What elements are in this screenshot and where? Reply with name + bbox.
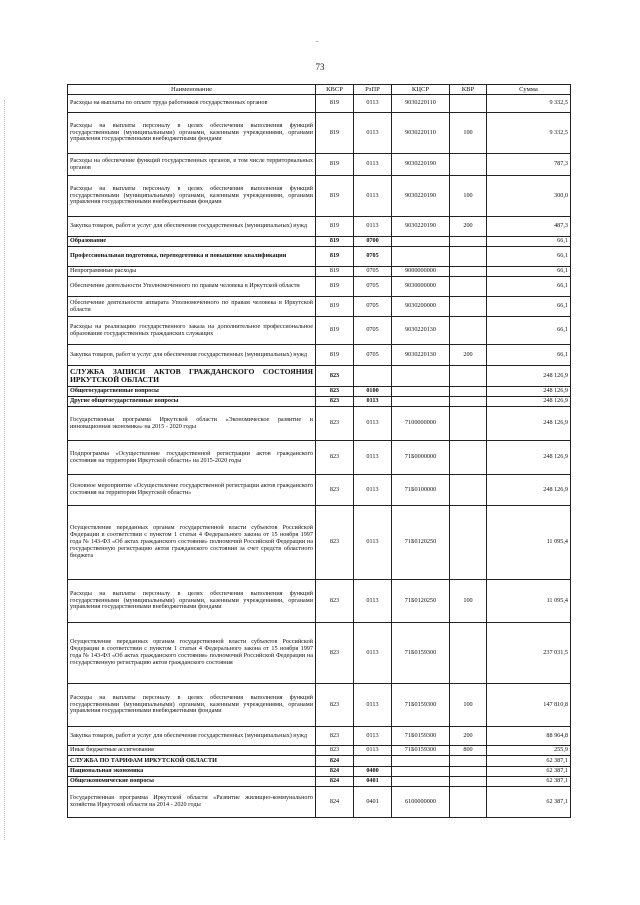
cell-name: Иные бюджетные ассигнования: [68, 746, 316, 756]
cell-kvsr: 824: [316, 777, 354, 787]
cell-kvr: [450, 267, 487, 277]
cell-sum: 147 810,8: [487, 684, 571, 727]
cell-rzpr: 0705: [354, 277, 392, 297]
cell-kcsr: 9030220110: [392, 95, 450, 113]
cell-rzpr: 0113: [354, 95, 392, 113]
cell-kvr: [450, 366, 487, 387]
cell-name: Общеэкономические вопросы: [68, 777, 316, 787]
cell-sum: 787,3: [487, 154, 571, 176]
table-row: [68, 247, 571, 267]
cell-sum: 62 387,1: [487, 767, 571, 777]
cell-kcsr: 7100000000: [392, 407, 450, 441]
table-row: [68, 345, 571, 366]
cell-sum: 66,1: [487, 277, 571, 297]
table-row: [68, 277, 571, 297]
cell-rzpr: 0113: [354, 397, 392, 407]
cell-kvr: 800: [450, 746, 487, 756]
cell-rzpr: 0113: [354, 727, 392, 746]
page-number: 73: [315, 62, 325, 72]
cell-kvr: 200: [450, 727, 487, 746]
cell-kvr: [450, 237, 487, 247]
cell-kvr: [450, 777, 487, 787]
cell-kvr: [450, 623, 487, 684]
table-row: [68, 727, 571, 746]
cell-kvsr: 823: [316, 397, 354, 407]
cell-name: Расходы на выплаты персоналу в целях обеспечения выполнения функций государственными (муниципальными) органами, казенными учреждениями, органами управления государственными внебюджетными фондами: [68, 113, 316, 154]
cell-kcsr: [392, 777, 450, 787]
table-row: [68, 317, 571, 345]
cell-kcsr: 6100000000: [392, 787, 450, 818]
cell-sum: 66,1: [487, 345, 571, 366]
header-kcsr: КЦСР: [392, 85, 450, 95]
cell-name: Обеспечение деятельности аппарата Уполномоченного по правам человека в Иркутской области: [68, 297, 316, 317]
cell-kvr: [450, 277, 487, 297]
cell-name: Национальная экономика: [68, 767, 316, 777]
table-row: [68, 154, 571, 176]
cell-kvr: [450, 441, 487, 475]
cell-kvsr: 819: [316, 237, 354, 247]
cell-name: Закупка товаров, работ и услуг для обеспечения государственных (муниципальных) нужд: [68, 217, 316, 237]
table-row: [68, 623, 571, 684]
cell-name: Расходы на реализацию государственного заказа на дополнительное профессиональное образование государственных гражданских служащих: [68, 317, 316, 345]
cell-kcsr: [392, 756, 450, 767]
cell-name: Подпрограмма «Осуществление государственной регистрации актов гражданского состояния на территории Иркутской области» на 2015-2020 годы: [68, 441, 316, 475]
cell-kvr: 100: [450, 684, 487, 727]
cell-kvr: [450, 506, 487, 580]
cell-rzpr: 0401: [354, 777, 392, 787]
cell-rzpr: 0113: [354, 506, 392, 580]
cell-sum: 248 126,9: [487, 397, 571, 407]
cell-kcsr: [392, 387, 450, 397]
cell-name: Расходы на обеспечение функций государственных органов, в том числе территориальных органов: [68, 154, 316, 176]
cell-kvsr: 823: [316, 746, 354, 756]
cell-rzpr: 0705: [354, 247, 392, 267]
cell-kvsr: 819: [316, 154, 354, 176]
cell-sum: 248 126,9: [487, 441, 571, 475]
cell-sum: 248 126,9: [487, 366, 571, 387]
cell-name: Закупка товаров, работ и услуг для обеспечения государственных (муниципальных) нужд: [68, 345, 316, 366]
cell-kcsr: 71Б0159300: [392, 684, 450, 727]
table-row: [68, 217, 571, 237]
cell-kvsr: 823: [316, 580, 354, 623]
cell-kvsr: 824: [316, 787, 354, 818]
cell-name: Образование: [68, 237, 316, 247]
cell-kcsr: [392, 767, 450, 777]
cell-kvsr: 819: [316, 267, 354, 277]
cell-rzpr: 0113: [354, 176, 392, 217]
budget-table: [67, 84, 571, 818]
header-sum: Сумма: [487, 85, 571, 95]
cell-sum: 62 387,1: [487, 787, 571, 818]
cell-rzpr: 0113: [354, 580, 392, 623]
cell-name: СЛУЖБА ЗАПИСИ АКТОВ ГРАЖДАНСКОГО СОСТОЯНИЯ ИРКУТСКОЙ ОБЛАСТИ: [68, 366, 316, 387]
cell-name: Государственная программа Иркутской области «Экономическое развитие и инновационная экономика» на 2015 - 2020 годы: [68, 407, 316, 441]
cell-name: Другие общегосударственные вопросы: [68, 397, 316, 407]
cell-name: Непрограммные расходы: [68, 267, 316, 277]
cell-kcsr: 71Б0159300: [392, 727, 450, 746]
cell-name: Общегосударственные вопросы: [68, 387, 316, 397]
cell-name: Расходы на выплаты персоналу в целях обеспечения выполнения функций государственными (муниципальными) органами, казенными учреждениями, органами управления государственными внебюджетными фондами: [68, 580, 316, 623]
cell-rzpr: [354, 366, 392, 387]
cell-kvsr: 819: [316, 247, 354, 267]
cell-rzpr: 0113: [354, 217, 392, 237]
cell-rzpr: 0113: [354, 684, 392, 727]
table-row: [68, 397, 571, 407]
cell-kvsr: 819: [316, 176, 354, 217]
table-row: [68, 767, 571, 777]
cell-sum: 66,1: [487, 237, 571, 247]
cell-kvr: [450, 154, 487, 176]
header-kvsr: КВСР: [316, 85, 354, 95]
table-row: [68, 95, 571, 113]
cell-kvr: 200: [450, 345, 487, 366]
cell-kvsr: 823: [316, 684, 354, 727]
cell-rzpr: 0113: [354, 441, 392, 475]
cell-sum: 11 095,4: [487, 506, 571, 580]
cell-kvr: 100: [450, 113, 487, 154]
table-row: [68, 366, 571, 387]
cell-kvsr: 823: [316, 727, 354, 746]
cell-kvr: [450, 787, 487, 818]
cell-kvsr: 819: [316, 95, 354, 113]
cell-sum: 300,0: [487, 176, 571, 217]
cell-kvr: [450, 397, 487, 407]
cell-kvr: [450, 387, 487, 397]
cell-sum: 62 387,1: [487, 777, 571, 787]
table-row: [68, 787, 571, 818]
cell-rzpr: 0705: [354, 267, 392, 277]
cell-kcsr: [392, 247, 450, 267]
cell-kcsr: 71Б0159300: [392, 746, 450, 756]
cell-kvsr: 819: [316, 217, 354, 237]
cell-name: Осуществление переданных органам государственной власти субъектов Российской Федерации в соответствии с пунктом 1 статьи 4 Федерального закона от 15 ноября 1997 года № 143-ФЗ «Об актах гражданского состояния» полномочий Российской Федерации на государственную регистрацию актов гражданского состояния: [68, 623, 316, 684]
cell-sum: 66,1: [487, 267, 571, 277]
cell-kvsr: 819: [316, 277, 354, 297]
cell-sum: 88 964,8: [487, 727, 571, 746]
cell-kcsr: 9000000000: [392, 267, 450, 277]
cell-sum: 66,1: [487, 247, 571, 267]
cell-kcsr: 9030220110: [392, 113, 450, 154]
table-row: [68, 407, 571, 441]
cell-sum: 66,1: [487, 297, 571, 317]
cell-rzpr: 0705: [354, 297, 392, 317]
cell-name: Обеспечение деятельности Уполномоченного по правам человека в Иркутской области: [68, 277, 316, 297]
cell-rzpr: 0401: [354, 787, 392, 818]
cell-name: СЛУЖБА ПО ТАРИФАМ ИРКУТСКОЙ ОБЛАСТИ: [68, 756, 316, 767]
cell-sum: 11 095,4: [487, 580, 571, 623]
cell-kcsr: 71Б0000000: [392, 441, 450, 475]
cell-kcsr: 9030220190: [392, 154, 450, 176]
cell-kvsr: 824: [316, 756, 354, 767]
cell-kvsr: 823: [316, 441, 354, 475]
cell-name: Основное мероприятие «Осуществление государственной регистрации актов гражданского состояния на территории Иркутской области»: [68, 475, 316, 506]
cell-sum: 237 031,5: [487, 623, 571, 684]
header-kvr: КВР: [450, 85, 487, 95]
cell-kvsr: 823: [316, 366, 354, 387]
cell-rzpr: 0113: [354, 113, 392, 154]
table-header-row: [68, 85, 571, 95]
cell-rzpr: 0113: [354, 746, 392, 756]
cell-sum: 66,1: [487, 317, 571, 345]
scan-mark: ˇ: [316, 40, 319, 48]
table-row: [68, 176, 571, 217]
cell-rzpr: [354, 756, 392, 767]
cell-kcsr: 9030000000: [392, 277, 450, 297]
cell-kvsr: 823: [316, 506, 354, 580]
table-row: [68, 580, 571, 623]
cell-kcsr: 71Б0100000: [392, 475, 450, 506]
header-name: Наименование: [68, 85, 316, 95]
cell-kvr: [450, 317, 487, 345]
table-row: [68, 746, 571, 756]
cell-kvsr: 823: [316, 623, 354, 684]
cell-rzpr: 0113: [354, 154, 392, 176]
cell-sum: 487,3: [487, 217, 571, 237]
cell-kcsr: [392, 366, 450, 387]
cell-kvsr: 819: [316, 317, 354, 345]
cell-sum: 255,9: [487, 746, 571, 756]
cell-rzpr: 0100: [354, 387, 392, 397]
cell-rzpr: 0400: [354, 767, 392, 777]
cell-sum: 248 126,9: [487, 475, 571, 506]
cell-kcsr: 9030220190: [392, 176, 450, 217]
table-row: [68, 475, 571, 506]
cell-sum: 9 332,5: [487, 95, 571, 113]
table-row: [68, 777, 571, 787]
cell-kvr: [450, 475, 487, 506]
cell-rzpr: 0113: [354, 623, 392, 684]
table-row: [68, 756, 571, 767]
cell-kcsr: 71Б0120250: [392, 580, 450, 623]
cell-kcsr: 71Б0159300: [392, 623, 450, 684]
table-row: [68, 684, 571, 727]
cell-kvsr: 819: [316, 297, 354, 317]
cell-kvr: 100: [450, 580, 487, 623]
table-row: [68, 237, 571, 247]
table-row: [68, 506, 571, 580]
cell-kvr: [450, 767, 487, 777]
cell-sum: 62 387,1: [487, 756, 571, 767]
header-rzpr: РзПР: [354, 85, 392, 95]
cell-name: Расходы на выплаты персоналу в целях обеспечения выполнения функций государственными (муниципальными) органами, казенными учреждениями, органами управления государственными внебюджетными фондами: [68, 684, 316, 727]
cell-kvr: [450, 297, 487, 317]
cell-rzpr: 0113: [354, 407, 392, 441]
cell-kcsr: 9030220190: [392, 217, 450, 237]
cell-sum: 248 126,9: [487, 407, 571, 441]
cell-rzpr: 0705: [354, 317, 392, 345]
cell-kcsr: 71Б0120250: [392, 506, 450, 580]
cell-name: Государственная программа Иркутской области «Развитие жилищно-коммунального хозяйства Иркутской области на 2014 - 2020 годы: [68, 787, 316, 818]
cell-kvr: 100: [450, 176, 487, 217]
cell-kcsr: [392, 397, 450, 407]
cell-kvsr: 819: [316, 345, 354, 366]
cell-name: Профессиональная подготовка, переподготовка и повышение квалификации: [68, 247, 316, 267]
cell-kvr: [450, 95, 487, 113]
table-row: [68, 297, 571, 317]
cell-kcsr: [392, 237, 450, 247]
cell-kcsr: 9030220130: [392, 317, 450, 345]
table-row: [68, 267, 571, 277]
cell-kvr: 200: [450, 217, 487, 237]
cell-kcsr: 9030200000: [392, 297, 450, 317]
cell-name: Расходы на выплаты по оплате труда работников государственных органов: [68, 95, 316, 113]
cell-sum: 248 126,9: [487, 387, 571, 397]
cell-kvsr: 823: [316, 387, 354, 397]
cell-kcsr: 9030220130: [392, 345, 450, 366]
cell-name: Закупка товаров, работ и услуг для обеспечения государственных (муниципальных) нужд: [68, 727, 316, 746]
table-row: [68, 113, 571, 154]
cell-rzpr: 0700: [354, 237, 392, 247]
cell-rzpr: 0705: [354, 345, 392, 366]
cell-kvsr: 823: [316, 475, 354, 506]
cell-sum: 9 332,5: [487, 113, 571, 154]
cell-kvr: [450, 756, 487, 767]
cell-kvsr: 824: [316, 767, 354, 777]
cell-kvsr: 823: [316, 407, 354, 441]
cell-kvr: [450, 407, 487, 441]
cell-name: Осуществление переданных органам государственной власти субъектов Российской Федерации в соответствии с пунктом 1 статьи 4 Федерального закона от 15 ноября 1997 года № 143-ФЗ «Об актах гражданского состояния» полномочий Российской Федерации на государственную регистрацию актов гражданского состояния за счет средств областного бюджета: [68, 506, 316, 580]
table-row: [68, 441, 571, 475]
cell-kvr: [450, 247, 487, 267]
table-row: [68, 387, 571, 397]
cell-rzpr: 0113: [354, 475, 392, 506]
scan-margin: [4, 100, 7, 840]
cell-name: Расходы на выплаты персоналу в целях обеспечения выполнения функций государственными (муниципальными) органами, казенными учреждениями, органами управления государственными внебюджетными фондами: [68, 176, 316, 217]
cell-kvsr: 819: [316, 113, 354, 154]
